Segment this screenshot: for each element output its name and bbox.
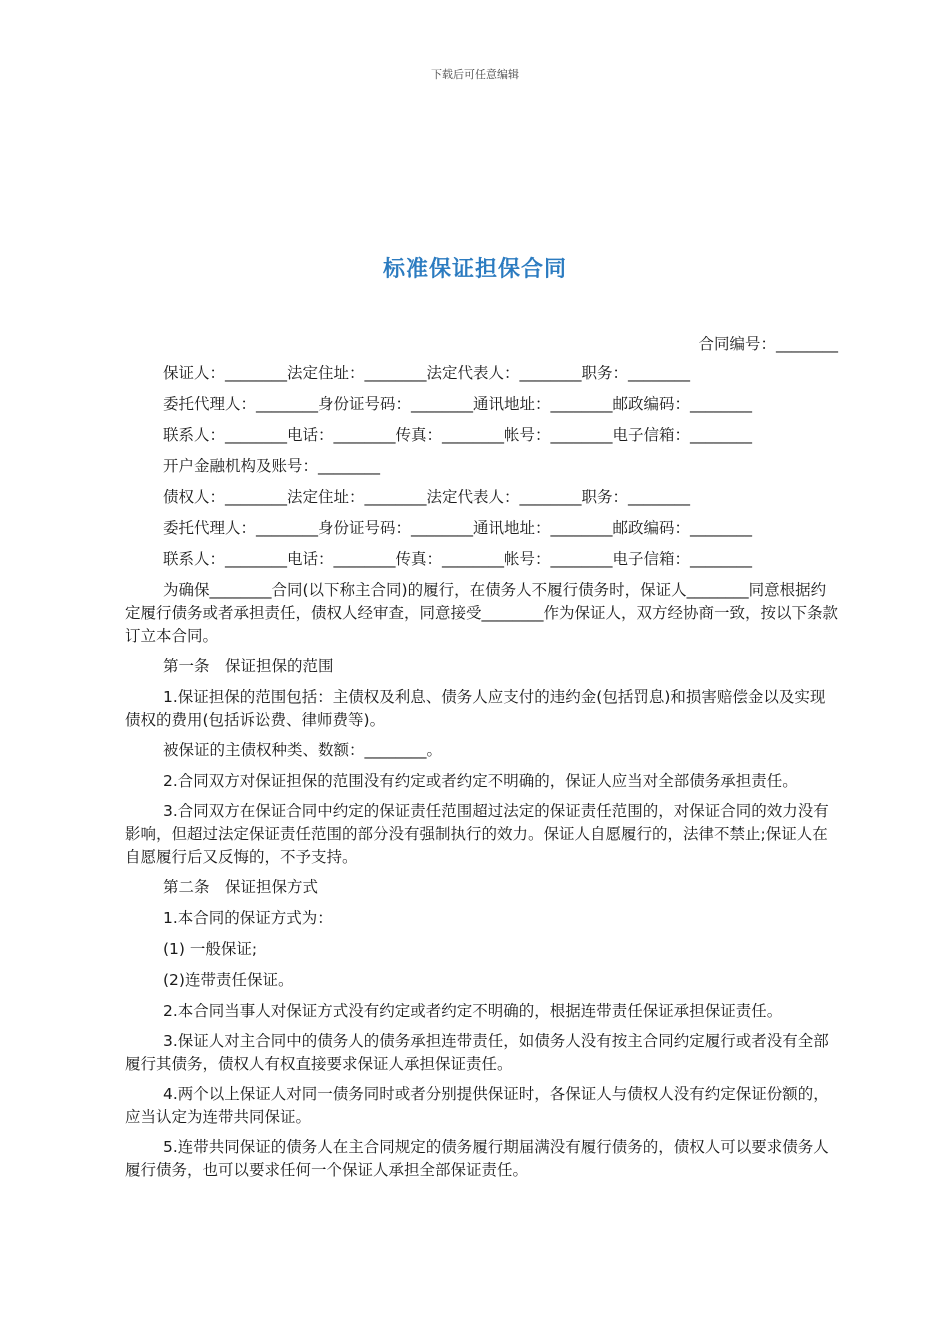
document-title: 标准保证担保合同	[382, 257, 567, 282]
document-body	[125, 362, 840, 1189]
article-2-clause-2: 2.本合同当事人对保证方式没有约定或者约定不明确的，根据连带责任保证承担保证责任。	[163, 1002, 783, 1020]
article-1-clause-2: 2.合同双方对保证担保的范围没有约定或者约定不明确的，保证人应当对全部债务承担责任。	[163, 772, 798, 790]
page-header-note: 下载后可任意编辑	[431, 68, 519, 81]
article-2-clause-1: 1.本合同的保证方式为：	[163, 909, 333, 927]
guarantor-line-3: 联系人：________电话：________传真：________帐号：________电子信箱：________	[163, 426, 753, 444]
article-2-option-2: (2)连带责任保证。	[163, 971, 294, 989]
article-2-clause-5: 5.连带共同保证的债务人在主合同规定的债务履行期届满没有履行债务的，债权人可以要求债务人履行债务，也可以要求任何一个保证人承担全部保证责任。	[125, 1138, 829, 1179]
creditor-line-2: 委托代理人：________身份证号码：________通讯地址：________邮政编码：________	[163, 519, 753, 537]
preamble: 为确保________合同(以下称主合同)的履行，在债务人不履行债务时，保证人________同意根据约定履行债务或者承担责任，债权人经审查，同意接受________作为保证人，双方经协商一致，按以下条款订立本合同。	[125, 581, 839, 645]
guarantor-line-1: 保证人：________法定住址：________法定代表人：________职务：________	[163, 364, 691, 382]
article-2-option-1: (1) 一般保证;	[163, 940, 258, 958]
article-2-clause-3: 3.保证人对主合同中的债务人的债务承担连带责任，如债务人没有按主合同约定履行或者没有全部履行其债务，债权人有权直接要求保证人承担保证责任。	[125, 1032, 829, 1073]
guarantor-line-2: 委托代理人：________身份证号码：________通讯地址：________邮政编码：________	[163, 395, 753, 413]
article-1-clause-1: 1.保证担保的范围包括：主债权及利息、债务人应支付的违约金(包括罚息)和损害赔偿金以及实现债权的费用(包括诉讼费、律师费等)。	[125, 688, 826, 729]
article-2-clause-4: 4.两个以上保证人对同一债务同时或者分别提供保证时，各保证人与债权人没有约定保证份额的，应当认定为连带共同保证。	[125, 1085, 829, 1126]
guarantor-line-4: 开户金融机构及账号：________	[163, 457, 381, 475]
article-1-amount: 被保证的主债权种类、数额：________。	[163, 741, 443, 759]
article-2-heading: 第二条 保证担保方式	[163, 878, 319, 896]
article-1-clause-3: 3.合同双方在保证合同中约定的保证责任范围超过法定的保证责任范围的，对保证合同的效力没有影响，但超过法定保证责任范围的部分没有强制执行的效力。保证人自愿履行的，法律不禁止;保证人在自愿履行后又反悔的，不予支持。	[125, 802, 829, 866]
contract-number: 合同编号：________	[698, 335, 838, 353]
article-1-heading: 第一条 保证担保的范围	[163, 657, 334, 675]
creditor-line-3: 联系人：________电话：________传真：________帐号：________电子信箱：________	[163, 550, 753, 568]
creditor-line-1: 债权人：________法定住址：________法定代表人：________职务：________	[163, 488, 691, 506]
